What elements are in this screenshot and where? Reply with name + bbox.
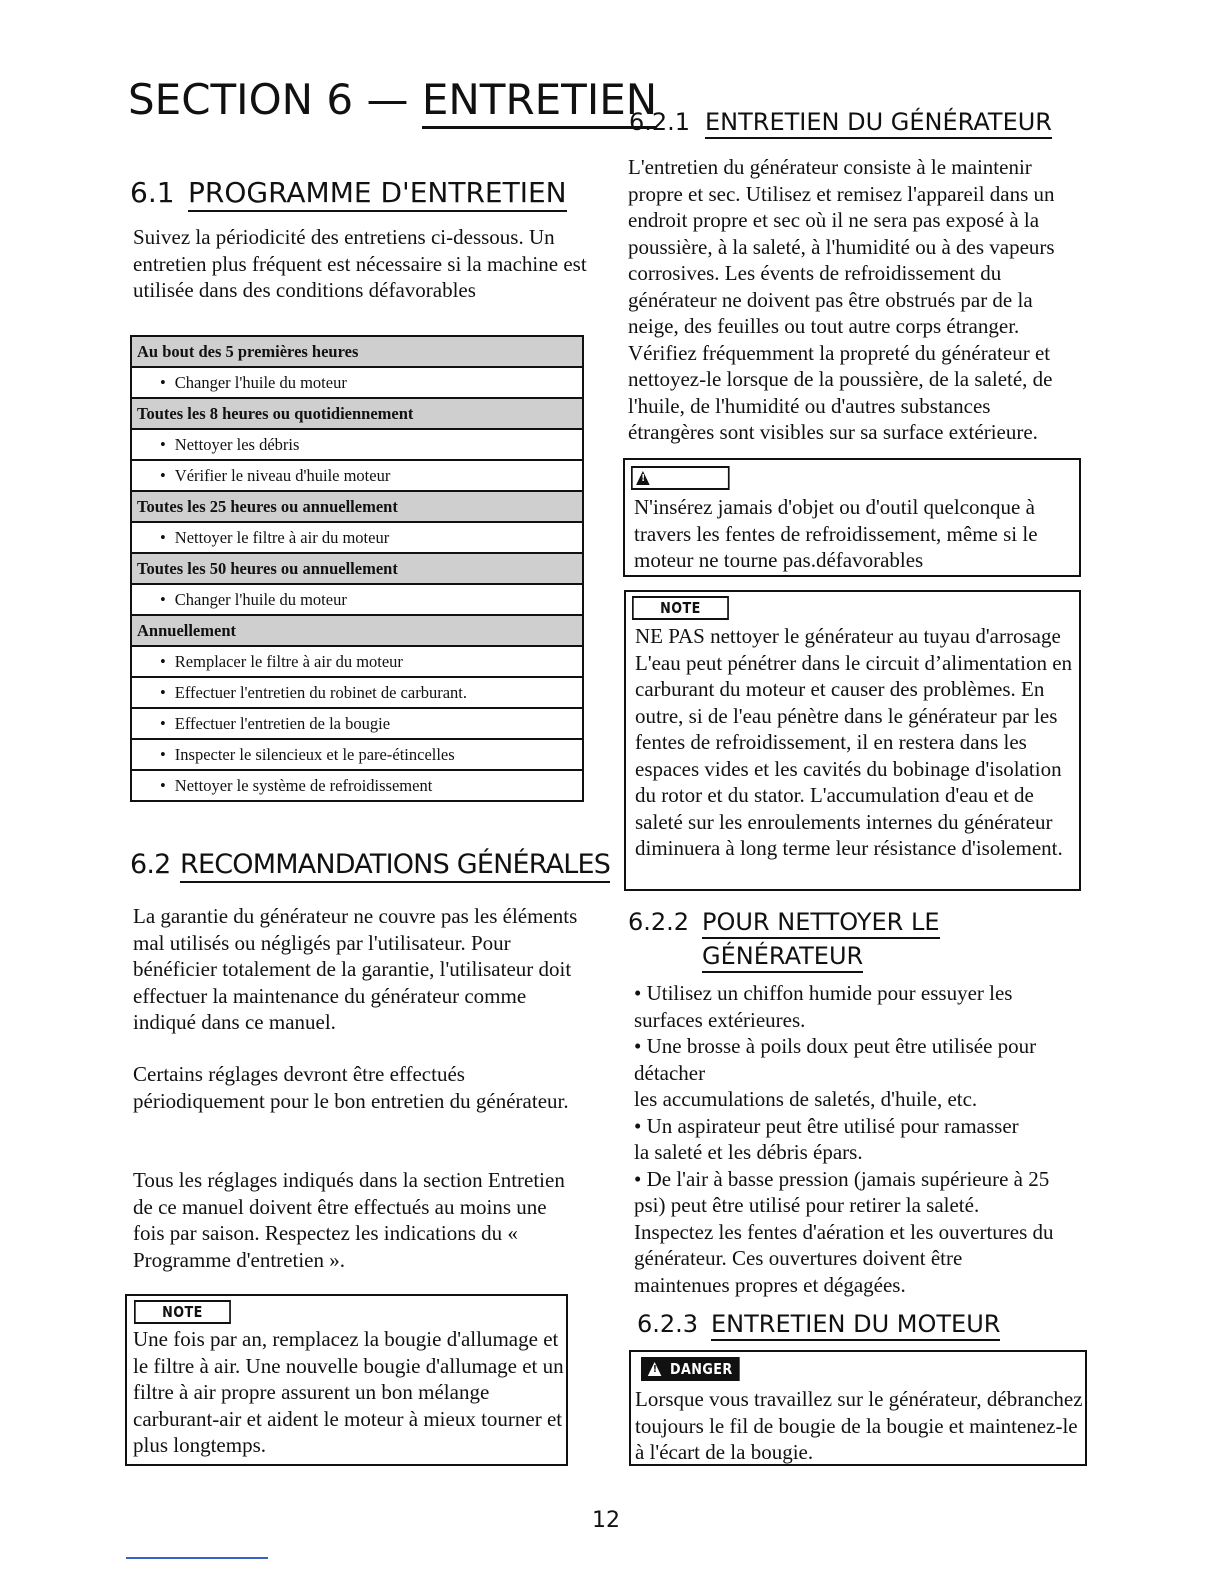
cleaning-instruction-line: • Un aspirateur peut être utilisé pour ramasser [634,1113,1019,1138]
heading-6-2-3 [637,1308,1000,1340]
cleaning-instruction-line: la saleté et les débris épars. [634,1140,863,1164]
schedule-task-label: Changer l'huile du moteur [174,589,347,609]
schedule-interval-label: Au bout des 5 premières heures [137,341,359,361]
general-recommendations-paragraph-2: Certains réglages devront être effectués périodiquement pour le bon entretien du générateur. [133,1062,569,1113]
heading-6-2-1 [629,106,1052,138]
schedule-task-row [132,740,582,771]
heading-6-2-title: RECOMMANDATIONS GÉNÉRALES [180,849,610,883]
note-text-right: NE PAS nettoyer le générateur au tuyau d'arrosage L'eau peut pénétrer dans le circuit d’alimentation en carburant du moteur et causer des problèmes. En outre, si de l'eau pénètre dans le générateur par les fentes de refroidissement, il en restera dans les espaces vides et les cavités du bobinage d'isolation du rotor et du stator. L'accumulation d'eau et de saleté sur les enroulements internes du générateur diminuera à long terme leur résistance d'isolement. [635,624,1073,860]
warning-label [631,466,730,490]
bullet-icon: • [160,527,166,547]
heading-6-2-number: 6.2 [130,849,171,880]
heading-6-2-1-number: 6.2.1 [629,108,691,136]
danger-text: Lorsque vous travaillez sur le générateur, débranchez toujours le fil de bougie de la bougie et maintenez-le à l'écart de la bougie. [635,1387,1083,1464]
danger-label-text: DANGER [670,1360,733,1378]
heading-6-2-2-title-line1: POUR NETTOYER LE [702,908,940,939]
note-box-watering [624,590,1081,891]
bullet-icon: • [160,713,166,733]
schedule-task-row [132,709,582,740]
schedule-interval-label: Toutes les 8 heures ou quotidiennement [137,403,414,423]
heading-6-1-title: PROGRAMME D'ENTRETIEN [188,176,567,212]
page-number: 12 [592,1508,620,1533]
bullet-icon: • [160,682,166,702]
schedule-task-label: Nettoyer le système de refroidissement [174,775,433,795]
schedule-task-label: Nettoyer les débris [174,434,300,454]
cleaning-instruction-line: • Utilisez un chiffon humide pour essuyer les [634,981,1013,1005]
schedule-interval-label: Toutes les 25 heures ou annuellement [137,496,398,516]
warning-box [623,458,1081,577]
section-title-underlined: ENTRETIEN [422,75,657,129]
heading-6-1-number: 6.1 [130,176,175,209]
cleaning-instruction-line: maintenues propres et dégagées. [634,1272,906,1297]
schedule-interval-header [132,492,582,523]
footer-rule [126,1557,268,1559]
cleaning-instruction-line: générateur. Ces ouvertures doivent être [634,1246,963,1270]
cleaning-instruction-line: psi) peut être utilisé pour retirer la saleté. [634,1193,980,1217]
heading-6-2-2 [628,905,940,973]
schedule-task-row [132,368,582,399]
cleaning-instruction-line: • De l'air à basse pression (jamais supérieure à 25 [634,1166,1050,1191]
section-title-prefix: SECTION 6 — [128,75,422,124]
schedule-interval-header [132,337,582,368]
bullet-icon: • [160,744,166,764]
schedule-task-label: Effectuer l'entretien de la bougie [174,713,391,733]
schedule-intro: Suivez la périodicité des entretiens ci-dessous. Un entretien plus fréquent est nécessaire si la machine est utilisée dans des conditions défavorables [133,225,587,302]
general-recommendations-paragraph-3: Tous les réglages indiqués dans la section Entretien de ce manuel doivent être effectués au moins une fois par saison. Respectez les indications du « Programme d'entretien ». [133,1168,565,1272]
heading-6-1 [130,176,567,210]
generator-maintenance-paragraph: L'entretien du générateur consiste à le maintenir propre et sec. Utilisez et remisez l'appareil dans un endroit propre et sec où il ne sera pas exposé à la poussière, à la saleté, à l'humidité ou à des vapeurs corrosives. Les évents de refroidissement du générateur ne doivent pas être obstrués par de la neige, des feuilles ou tout autre corps étranger. Vérifiez fréquemment la propreté du générateur et nettoyez-le lorsque de la poussière, de la saleté, de l'huile, de l'humidité ou d'autres substances étrangères sont visibles sur sa surface extérieure. [628,155,1055,444]
cleaning-instruction-line: surfaces extérieures. [634,1007,806,1032]
cleaning-instructions [634,980,1094,1298]
cleaning-instruction-line: les accumulations de saletés, d'huile, etc. [634,1087,978,1111]
heading-6-2-3-title: ENTRETIEN DU MOTEUR [711,1310,1000,1341]
heading-6-2-2-title-line2: GÉNÉRATEUR [702,942,863,973]
bullet-icon: • [160,434,166,454]
bullet-icon: • [160,372,166,392]
schedule-task-row [132,771,582,802]
schedule-interval-label: Toutes les 50 heures ou annuellement [137,558,398,578]
schedule-task-row [132,647,582,678]
schedule-task-row [132,678,582,709]
schedule-task-label: Changer l'huile du moteur [174,372,347,392]
schedule-task-label: Vérifier le niveau d'huile moteur [174,465,391,485]
note-box-spark-plug [125,1294,568,1466]
cleaning-instruction-line: détacher [634,1060,706,1085]
schedule-task-row [132,585,582,616]
note-text: Une fois par an, remplacez la bougie d'allumage et le filtre à air. Une nouvelle bougie d'allumage et un filtre à air propre assurent un bon mélange carburant-air et aident le moteur à mieux tourner et plus longtemps. [133,1327,564,1457]
warning-triangle-icon [636,471,650,485]
bullet-icon: • [160,775,166,795]
schedule-interval-header [132,554,582,585]
schedule-interval-header [132,399,582,430]
cleaning-instruction-line: • Une brosse à poils doux peut être utilisée pour [634,1034,1037,1058]
schedule-task-label: Nettoyer le filtre à air du moteur [174,527,390,547]
cleaning-instruction-line: Inspectez les fentes d'aération et les ouvertures du [634,1219,1054,1244]
bullet-icon: • [160,651,166,671]
schedule-interval-label: Annuellement [137,620,236,640]
bullet-icon: • [160,589,166,609]
warning-text: N'insérez jamais d'objet ou d'outil quelconque à travers les fentes de refroidissement, même si le moteur ne tourne pas.défavorables [634,495,1038,572]
schedule-task-row [132,461,582,492]
schedule-task-row [132,523,582,554]
danger-box [629,1350,1087,1466]
schedule-task-row [132,430,582,461]
danger-label [641,1357,740,1381]
heading-6-2-2-number: 6.2.2 [628,908,690,936]
danger-triangle-icon [648,1362,662,1376]
maintenance-schedule-table [130,335,584,802]
note-label: NOTE [134,1300,231,1324]
schedule-task-label: Effectuer l'entretien du robinet de carburant. [174,682,467,702]
schedule-task-label: Inspecter le silencieux et le pare-étincelles [174,744,455,764]
bullet-icon: • [160,465,166,485]
general-recommendations-paragraph-1: La garantie du générateur ne couvre pas les éléments mal utilisés ou négligés par l'utilisateur. Pour bénéficier totalement de la garantie, l'utilisateur doit effectuer la maintenance du générateur comme indiqué dans ce manuel. [133,904,578,1034]
heading-6-2 [130,848,610,882]
schedule-interval-header [132,616,582,647]
heading-6-2-1-title: ENTRETIEN DU GÉNÉRATEUR [705,108,1052,139]
note-label-right: NOTE [632,596,729,620]
section-title [128,74,657,126]
heading-6-2-3-number: 6.2.3 [637,1310,699,1338]
schedule-task-label: Remplacer le filtre à air du moteur [174,651,403,671]
